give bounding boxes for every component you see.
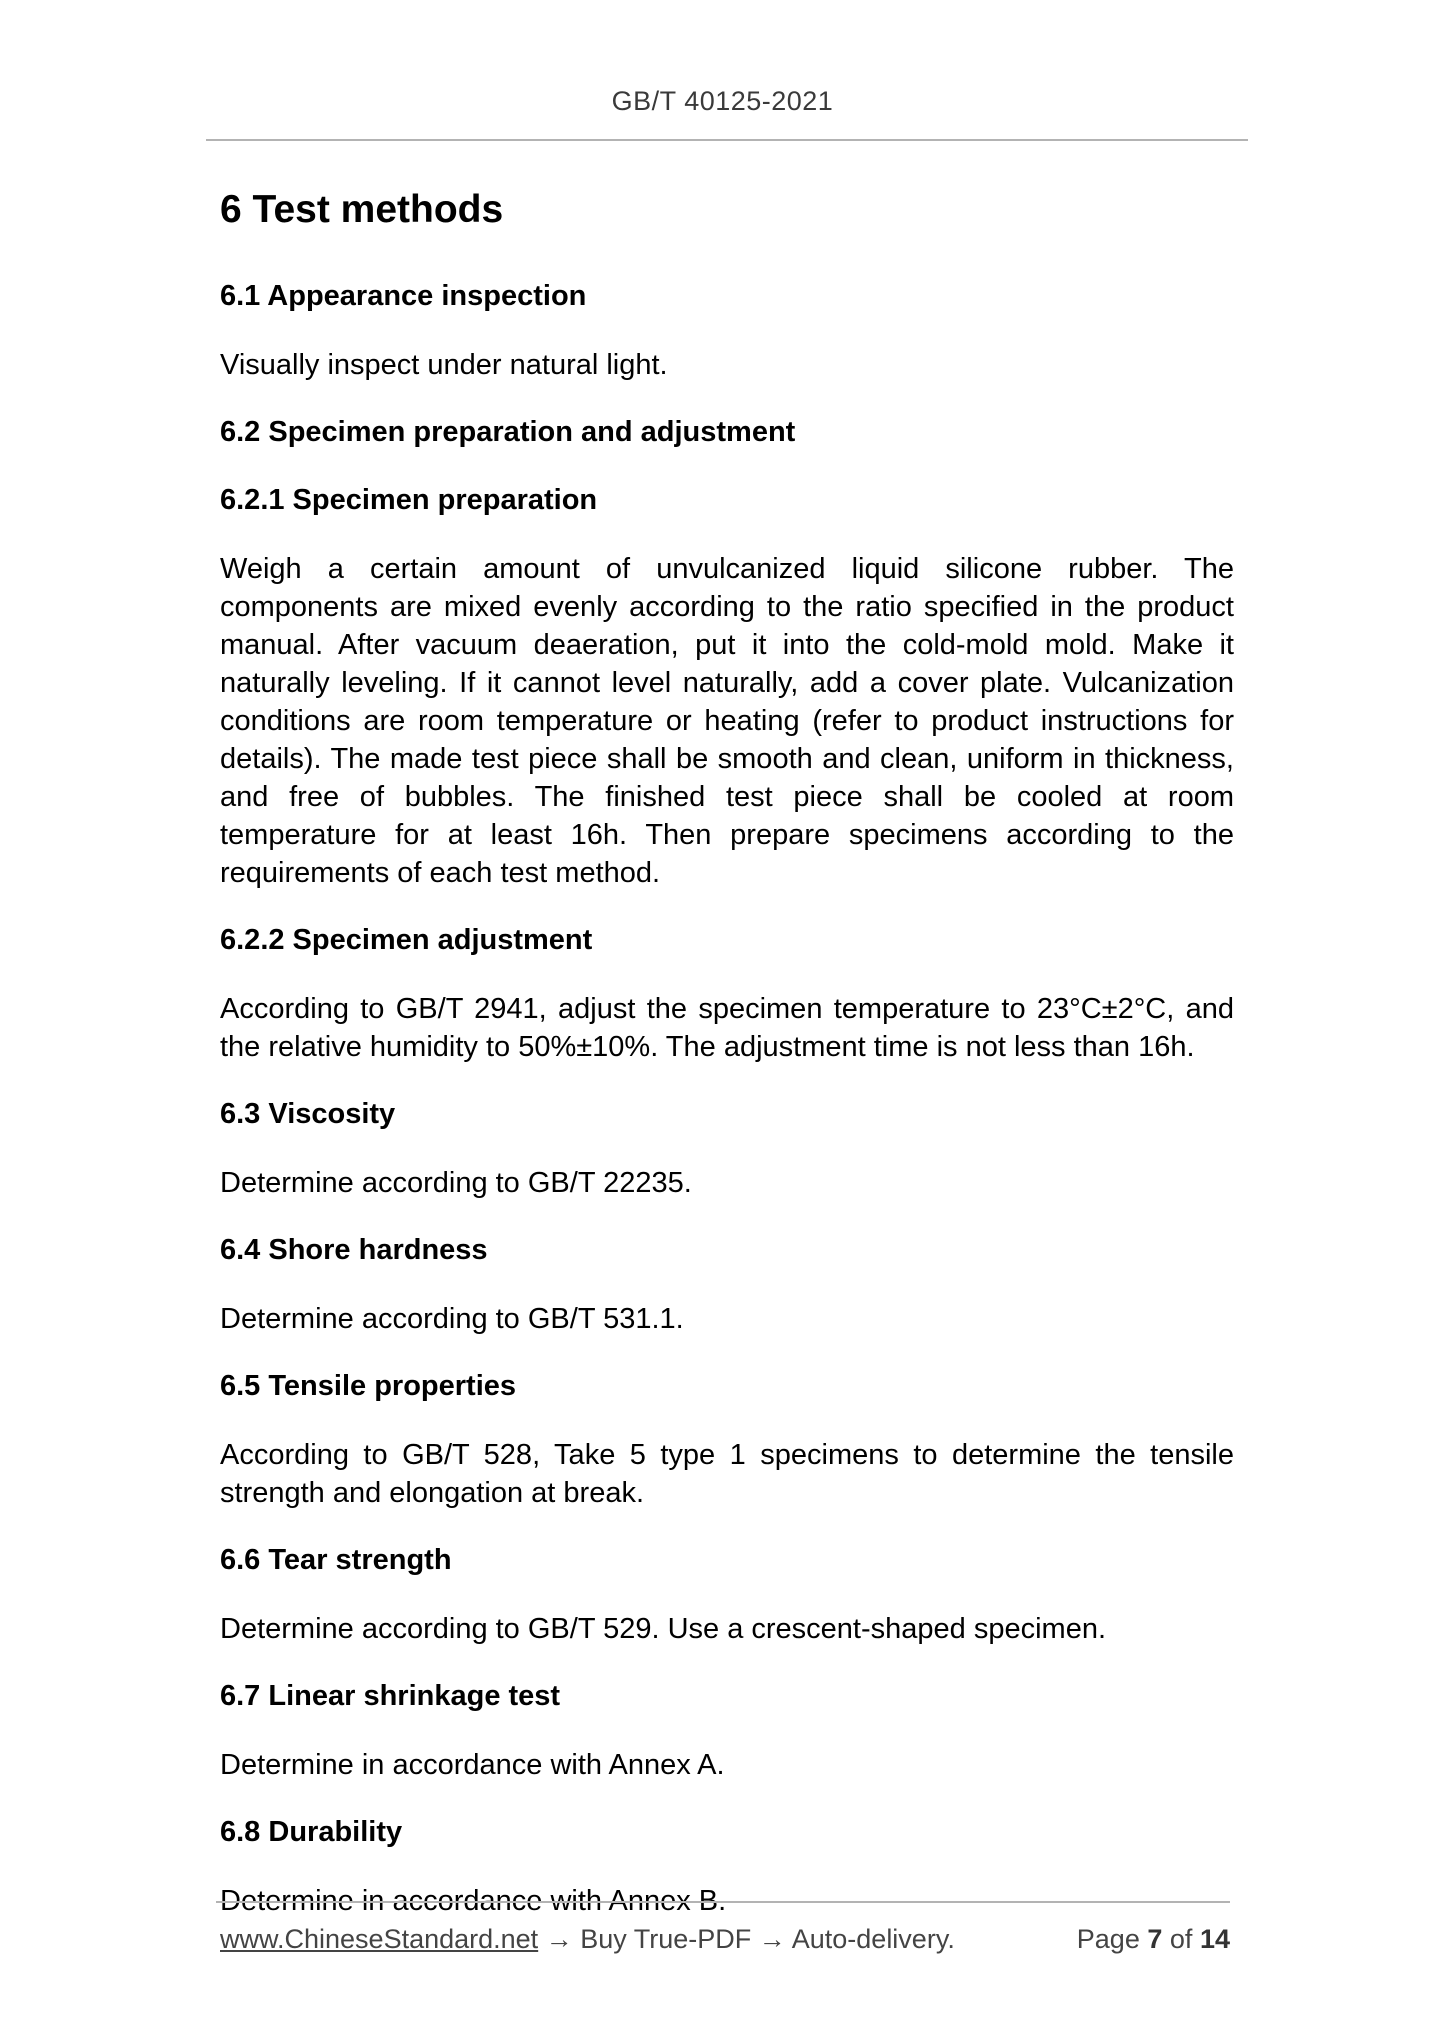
page-label: Page bbox=[1076, 1924, 1140, 1954]
section-heading-6-2: 6.2 Specimen preparation and adjustment bbox=[220, 416, 796, 448]
page-total: 14 bbox=[1199, 1924, 1230, 1954]
section-heading-6-6: 6.6 Tear strength bbox=[220, 1544, 452, 1576]
section-text-6-6: Determine according to GB/T 529. Use a crescent-shaped specimen. bbox=[220, 1613, 1107, 1645]
page-of-label: of bbox=[1169, 1924, 1193, 1954]
section-heading-6-4: 6.4 Shore hardness bbox=[220, 1234, 488, 1266]
section-text-6-3: Determine according to GB/T 22235. bbox=[220, 1167, 692, 1199]
footer-promo-text: → Buy True-PDF → Auto-delivery. bbox=[538, 1924, 955, 1954]
page-current: 7 bbox=[1147, 1924, 1163, 1954]
section-heading-6-7: 6.7 Linear shrinkage test bbox=[220, 1680, 561, 1712]
footer-promo bbox=[220, 1921, 955, 1957]
section-text-6-1: Visually inspect under natural light. bbox=[220, 349, 668, 381]
section-text-6-7: Determine in accordance with Annex A. bbox=[220, 1749, 725, 1781]
section-text-6-8: Determine in accordance with Annex B. bbox=[220, 1885, 727, 1917]
footer-divider bbox=[216, 1901, 1230, 1903]
section-heading-6-2-2: 6.2.2 Specimen adjustment bbox=[220, 924, 593, 956]
section-heading-6-5: 6.5 Tensile properties bbox=[220, 1370, 517, 1402]
document-body bbox=[220, 180, 1234, 1950]
website-link[interactable]: www.ChineseStandard.net bbox=[220, 1924, 539, 1954]
section-heading-6-1: 6.1 Appearance inspection bbox=[220, 280, 587, 312]
page-indicator bbox=[1077, 1921, 1230, 1957]
header-divider bbox=[206, 139, 1248, 141]
section-text-6-2-1: Weigh a certain amount of unvulcanized liquid silicone rubber. The components are mixed evenly according to the ratio specified in the product manual. After vacuum deaeration, put it into the cold-mold mold. Make it naturally leveling. If it cannot level naturally, add a cover plate. Vulcanization conditions are room temperature or heating (refer to product instructions for details). The made test piece shall be smooth and clean, uniform in thickness, and free of bubbles. The finished test piece shall be cooled at room temperature for at least 16h. Then prepare specimens according to the requirements of each test method. bbox=[220, 553, 1234, 889]
section-heading-6-3: 6.3 Viscosity bbox=[220, 1098, 396, 1130]
section-text-6-2-2: According to GB/T 2941, adjust the specimen temperature to 23°C±2°C, and the relative humidity to 50%±10%. The adjustment time is not less than 16h. bbox=[220, 993, 1234, 1063]
section-text-6-4: Determine according to GB/T 531.1. bbox=[220, 1303, 684, 1335]
section-heading-6-2-1: 6.2.1 Specimen preparation bbox=[220, 484, 598, 516]
section-heading-6-8: 6.8 Durability bbox=[220, 1816, 403, 1848]
chapter-title: 6 Test methods bbox=[220, 188, 504, 231]
document-code-header: GB/T 40125-2021 bbox=[611, 86, 834, 116]
section-text-6-5: According to GB/T 528, Take 5 type 1 specimens to determine the tensile strength and elongation at break. bbox=[220, 1439, 1234, 1509]
